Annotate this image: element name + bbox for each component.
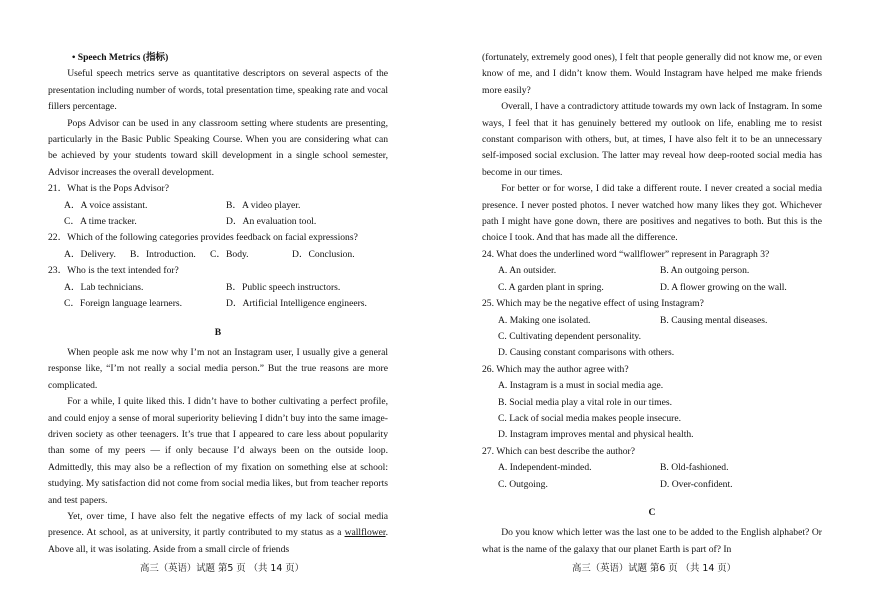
question-21: 21．What is the Pops Advisor? <box>48 183 169 195</box>
question-23: 23．Who is the text intended for? <box>48 265 179 277</box>
q24-options-row1 <box>482 263 822 279</box>
right-page <box>482 50 822 558</box>
q21-option-c: C．A time tracker. <box>64 216 137 228</box>
q27-option-d: D. Over-confident. <box>660 478 733 490</box>
q23-option-b: B．Public speech instructors. <box>226 281 341 293</box>
q25-option-d: D. Causing constant comparisons with others. <box>498 347 675 359</box>
passage-c-paragraph-1: Do you know which letter was the last one to be added to the English alphabet? Or what is the name of the galaxy that our planet Earth is part of? In <box>482 527 822 555</box>
q24-option-d: D. A flower growing on the wall. <box>660 281 787 293</box>
pops-advisor-paragraph: Pops Advisor can be used in any classroom setting where students are presenting, particularly in the Basic Public Speaking Course. When you are considering what can be achieved by your students toward skill development in a single school semester, Advisor increases the overall development. <box>48 117 388 178</box>
q26-option-c: C. Lack of social media makes people insecure. <box>498 412 682 424</box>
passage-b-paragraph-4: Overall, I have a contradictory attitude towards my own lack of Instagram. In some ways, I feel that it has genuinely bettered my outlook on life, enabling me to resist constant comparison with others, but, at times, I have also felt it to be an unnecessary self-imposed social exclusion. The latter may reveal how deep-rooted social media has become in our times. <box>482 101 822 178</box>
q27-options-row1 <box>482 460 822 476</box>
q23-option-d: D．Artificial Intelligence engineers. <box>226 298 367 310</box>
q27-options-row2 <box>482 477 822 493</box>
q22-options <box>48 247 388 263</box>
q21-option-a: A．A voice assistant. <box>64 199 148 211</box>
underlined-word-wallflower: wallflower <box>344 527 386 539</box>
q22-option-c: C．Body. <box>210 248 249 260</box>
passage-b-paragraph-2: For a while, I quite liked this. I didn’t have to bother cultivating a perfect profile, and could enjoy a sense of moral superiority believing I didn’t buy into the same image-driven society as other teenagers. It’s true that I appeared to care less about popularity than some of my peers — if only because I’d always been on the outside loop. Admittedly, this may also be a reflection of my fixation on something else at school: studying. My satisfaction did not come from social media likes, but from teacher reports and test papers. <box>48 396 388 506</box>
q21-options-row2 <box>48 214 388 230</box>
q27-option-b: B. Old-fashioned. <box>660 462 729 474</box>
question-26: 26. Which may the author agree with? <box>482 363 629 375</box>
right-page-footer: 高三（英语）试题 第6 页 （共 14 页） <box>572 563 737 574</box>
q23-options-row1 <box>48 280 388 296</box>
q22-option-b: B．Introduction. <box>130 248 196 260</box>
q25-option-c: C. Cultivating dependent personality. <box>498 330 641 342</box>
q24-option-a: A. An outsider. <box>498 265 557 277</box>
left-page <box>48 50 388 558</box>
q26-option-a: A. Instagram is a must in social media age. <box>498 380 664 392</box>
q27-option-c: C. Outgoing. <box>498 478 548 490</box>
q21-option-d: D．An evaluation tool. <box>226 216 317 228</box>
q23-options-row2 <box>48 296 388 312</box>
passage-b-paragraph-3 <box>48 509 388 558</box>
question-24: 24. What does the underlined word “wallflower” represent in Paragraph 3? <box>482 248 770 260</box>
q23-option-c: C．Foreign language learners. <box>64 298 183 310</box>
section-c-heading: C <box>648 506 656 518</box>
q26-option-b: B. Social media play a vital role in our times. <box>498 396 672 408</box>
speech-metrics-paragraph: Useful speech metrics serve as quantitative descriptors on several aspects of the presentation including number of words, total presentation time, speaking rate and vocal fillers percentage. <box>48 68 388 113</box>
q23-option-a: A．Lab technicians. <box>64 281 144 293</box>
passage-b-paragraph-1: When people ask me now why I’m not an Instagram user, I usually give a general response like, “I’m not really a social media person.” But the true reasons are more complicated. <box>48 346 388 391</box>
q25-option-b: B. Causing mental diseases. <box>660 314 768 326</box>
q27-option-a: A. Independent-minded. <box>498 462 592 474</box>
q21-option-b: B．A video player. <box>226 199 301 211</box>
question-25: 25. Which may be the negative effect of using Instagram? <box>482 298 704 310</box>
question-27: 27. Which can best describe the author? <box>482 445 635 457</box>
q24-option-b: B. An outgoing person. <box>660 265 750 277</box>
passage-b-paragraph-5: For better or for worse, I did take a different route. I never created a social media presence. I never posted photos. I never watched how many likes they got. Whichever path I might have gone down, there are positives and negatives to both. But this is the choice I took. And that has made all the difference. <box>482 183 822 244</box>
q21-options-row1 <box>48 198 388 214</box>
q24-options-row2 <box>482 280 822 296</box>
q22-option-a: A．Delivery. <box>64 248 116 260</box>
q25-option-a: A. Making one isolated. <box>498 314 591 326</box>
q26-option-d: D. Instagram improves mental and physical health. <box>498 429 694 441</box>
q25-options-row1 <box>482 313 822 329</box>
q22-option-d: D．Conclusion. <box>292 248 355 260</box>
q24-option-c: C. A garden plant in spring. <box>498 281 604 293</box>
left-page-footer: 高三（英语）试题 第5 页 （共 14 页） <box>140 563 305 574</box>
paragraph-3-end: . Above all, it was isolating. Aside from a small circle of friends <box>48 527 388 555</box>
passage-b-continuation: (fortunately, extremely good ones), I felt that people generally did not know me, or even know of me, and I didn’t know them. Would Instagram have helped me make friends more easily? <box>482 52 822 96</box>
speech-metrics-heading: • Speech Metrics (指标) <box>72 52 169 63</box>
paragraph-3-start: Yet, over time, I have also felt the negative effects of my lack of social media presence. At school, as at university, it partly contributed to my status as a <box>48 510 388 539</box>
question-22: 22．Which of the following categories provides feedback on facial expressions? <box>48 232 358 244</box>
section-b-heading: B <box>214 326 222 338</box>
